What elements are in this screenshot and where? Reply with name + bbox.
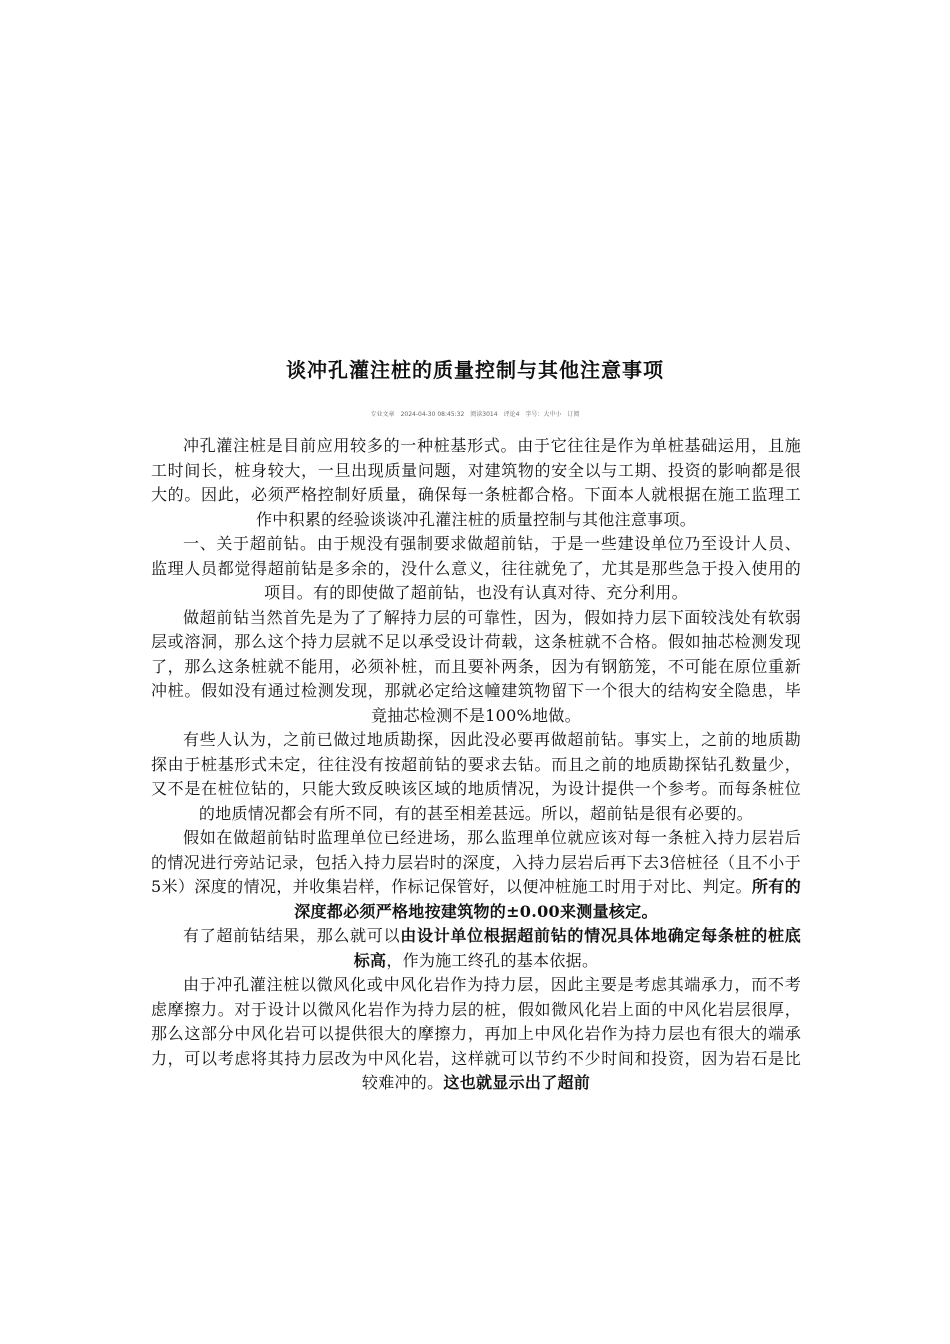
paragraph-text: 有了超前钻结果，那么就可以 xyxy=(183,926,401,945)
meta-reads: 阅读3014 xyxy=(470,411,498,418)
meta-comments[interactable]: 评论4 xyxy=(503,411,520,418)
paragraph xyxy=(151,728,801,826)
paragraph xyxy=(151,973,801,1096)
paragraph-emphasis: 由设计单位根据超前钻的情况具体地确定每条桩的桩底标高 xyxy=(353,926,801,970)
meta-subscribe[interactable]: 订阅 xyxy=(567,411,580,418)
meta-font-size[interactable]: 字号：大中小 xyxy=(525,411,562,418)
paragraph xyxy=(151,924,801,973)
paragraph-text: 由于冲孔灌注桩以微风化或中风化岩作为持力层，因此主要是考虑其端承力，而不考虑摩擦力。对于设计以微风化岩作为持力层的桩，假如微风化岩上面的中风化岩层很厚，那么这部分中风化岩可以提供很大的摩擦力，再加上中风化岩作为持力层也有很大的端承力，可以考虑将其持力层改为中风化岩，这样就可以节约不少时间和投资，因为岩石是比较难冲的。 xyxy=(151,975,801,1092)
article-meta xyxy=(0,410,950,420)
paragraph xyxy=(151,434,801,532)
paragraph xyxy=(151,532,801,606)
paragraph-text: 冲孔灌注桩是目前应用较多的一种桩基形式。由于它往往是作为单桩基础运用，且施工时间长，桩身较大，一旦出现质量问题，对建筑物的安全以与工期、投资的影响都是很大的。因此，必须严格控制好质量，确保每一条桩都合格。下面本人就根据在施工监理工作中积累的经验谈谈冲孔灌注桩的质量控制与其他注意事项。 xyxy=(151,436,801,529)
paragraph-text: 有些人认为，之前已做过地质勘探，因此没必要再做超前钻。事实上，之前的地质勘探由于桩基形式未定，往往没有按超前钻的要求去钻。而且之前的地质勘探钻孔数量少，又不是在桩位钻的，只能大致反映该区域的地质情况，为设计提供一个参考。而每条桩位的地质情况都会有所不同，有的甚至相差甚远。所以，超前钻是很有必要的。 xyxy=(151,730,801,823)
meta-datetime: 2024-04-30 08:45:32 xyxy=(400,411,465,418)
paragraph xyxy=(151,826,801,924)
article-title: 谈冲孔灌注桩的质量控制与其他注意事项 xyxy=(286,358,664,382)
paragraph xyxy=(151,606,801,729)
paragraph-text: 一、关于超前钻。由于规没有强制要求做超前钻，于是一些建设单位乃至设计人员、监理人员都觉得超前钻是多余的，没什么意义，往往就免了，尤其是那些急于投入使用的项目。有的即使做了超前钻，也没有认真对待、充分利用。 xyxy=(151,534,801,602)
paragraph-text: 做超前钻当然首先是为了了解持力层的可靠性，因为，假如持力层下面较浅处有软弱层或溶洞，那么这个持力层就不足以承受设计荷载，这条桩就不合格。假如抽芯检测发现了，那么这条桩就不能用，必须补桩，而且要补两条，因为有钢筋笼，不可能在原位重新冲桩。假如没有通过检测发现，那就必定给这幢建筑物留下一个很大的结构安全隐患，毕竟抽芯检测不是100%地做。 xyxy=(151,607,801,725)
meta-category[interactable]: 专业文章 xyxy=(370,411,395,418)
paragraph-text: ，作为施工终孔的基本依据。 xyxy=(386,950,599,970)
paragraph-emphasis: 所有的深度都必须严格地按建筑物的±0.00来测量核定。 xyxy=(294,877,802,921)
article-body xyxy=(151,434,801,1096)
paragraph-emphasis: 这也就显示出了超前 xyxy=(443,1073,591,1092)
paragraph-text: 假如在做超前钻时监理单位已经进场，那么监理单位就应该对每一条桩入持力层岩后的情况进行旁站记录，包括入持力层岩时的深度，入持力层岩后再下去3倍桩径（且不小于5米）深度的情况，并收集岩样，作标记保管好，以便冲桩施工时用于对比、判定。 xyxy=(151,828,801,896)
